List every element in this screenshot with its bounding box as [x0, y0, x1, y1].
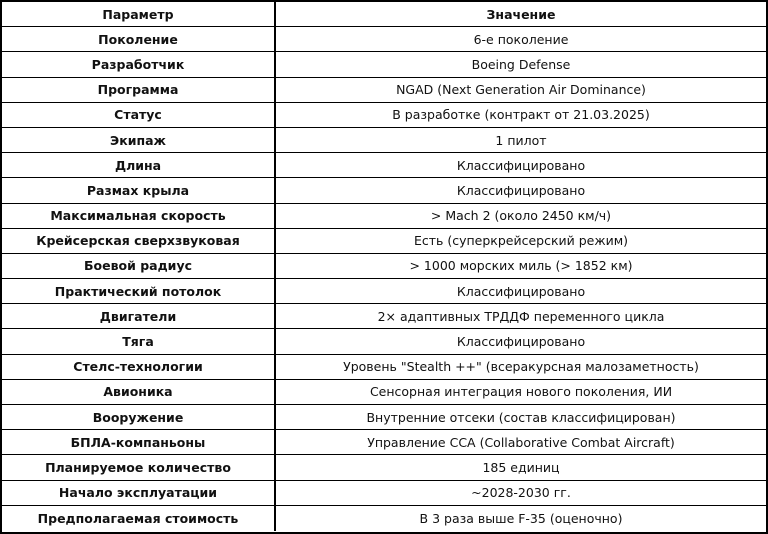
- table-row: [2, 329, 766, 354]
- value-cell: В 3 раза выше F-35 (оценочно): [419, 510, 623, 526]
- value-cell: Есть (суперкрейсерский режим): [413, 233, 629, 249]
- param-cell: Максимальная скорость: [2, 204, 276, 228]
- value-cell: 185 единиц: [482, 459, 560, 475]
- column-header-param: Параметр: [2, 2, 276, 26]
- param-cell: Двигатели: [2, 304, 276, 328]
- param-cell: Длина: [2, 153, 276, 177]
- table-row: [2, 204, 766, 229]
- table-row: [2, 405, 766, 430]
- value-cell: Уровень "Stealth ++" (всеракурсная малозаметность): [343, 359, 699, 375]
- table-row: [2, 103, 766, 128]
- param-cell: Предполагаемая стоимость: [2, 506, 276, 531]
- value-cell: 1 пилот: [495, 132, 547, 148]
- table-row: [2, 128, 766, 153]
- table-row: [2, 455, 766, 480]
- value-cell: > Mach 2 (около 2450 км/ч): [430, 208, 612, 224]
- value-cell: ~2028-2030 гг.: [471, 485, 571, 501]
- table-row: [2, 506, 766, 531]
- table-row: [2, 229, 766, 254]
- param-cell: БПЛА-компаньоны: [2, 430, 276, 454]
- table-row: [2, 380, 766, 405]
- param-cell: Разработчик: [2, 52, 276, 76]
- param-cell: Экипаж: [2, 128, 276, 152]
- value-cell: Классифицировано: [456, 283, 586, 299]
- table-row: [2, 52, 766, 77]
- param-cell: Размах крыла: [2, 178, 276, 202]
- param-cell: Поколение: [2, 27, 276, 51]
- value-cell: Классифицировано: [456, 157, 586, 173]
- table-row: [2, 430, 766, 455]
- param-cell: Начало эксплуатации: [2, 481, 276, 505]
- param-cell: Авионика: [2, 380, 276, 404]
- value-cell: В разработке (контракт от 21.03.2025): [392, 107, 650, 123]
- table-row: [2, 355, 766, 380]
- value-cell: > 1000 морских миль (> 1852 км): [409, 258, 633, 274]
- table-row: [2, 304, 766, 329]
- param-cell: Тяга: [2, 329, 276, 353]
- value-cell: Классифицировано: [456, 182, 586, 198]
- value-cell: Сенсорная интеграция нового поколения, ИИ: [369, 384, 673, 400]
- param-cell: Статус: [2, 103, 276, 127]
- param-cell: Боевой радиус: [2, 254, 276, 278]
- value-cell: 2× адаптивных ТРДДФ переменного цикла: [377, 308, 665, 324]
- param-cell: Стелс-технологии: [2, 355, 276, 379]
- value-cell: Управление CCA (Collaborative Combat Aircraft): [367, 434, 675, 450]
- table-row: [2, 481, 766, 506]
- table-row: [2, 153, 766, 178]
- value-cell: Внутренние отсеки (состав классифицирован): [366, 409, 676, 425]
- column-header-value: Значение: [486, 6, 556, 22]
- table-header-row: [2, 2, 766, 27]
- table-row: [2, 254, 766, 279]
- value-cell: NGAD (Next Generation Air Dominance): [396, 82, 646, 98]
- table-row: [2, 279, 766, 304]
- param-cell: Практический потолок: [2, 279, 276, 303]
- table-row: [2, 78, 766, 103]
- param-cell: Крейсерская сверхзвуковая: [2, 229, 276, 253]
- table-row: [2, 27, 766, 52]
- value-cell: Boeing Defense: [471, 56, 571, 72]
- param-cell: Программа: [2, 78, 276, 102]
- param-cell: Вооружение: [2, 405, 276, 429]
- value-cell: Классифицировано: [456, 334, 586, 350]
- table-row: [2, 178, 766, 203]
- value-cell: 6-е поколение: [473, 31, 569, 47]
- param-cell: Планируемое количество: [2, 455, 276, 479]
